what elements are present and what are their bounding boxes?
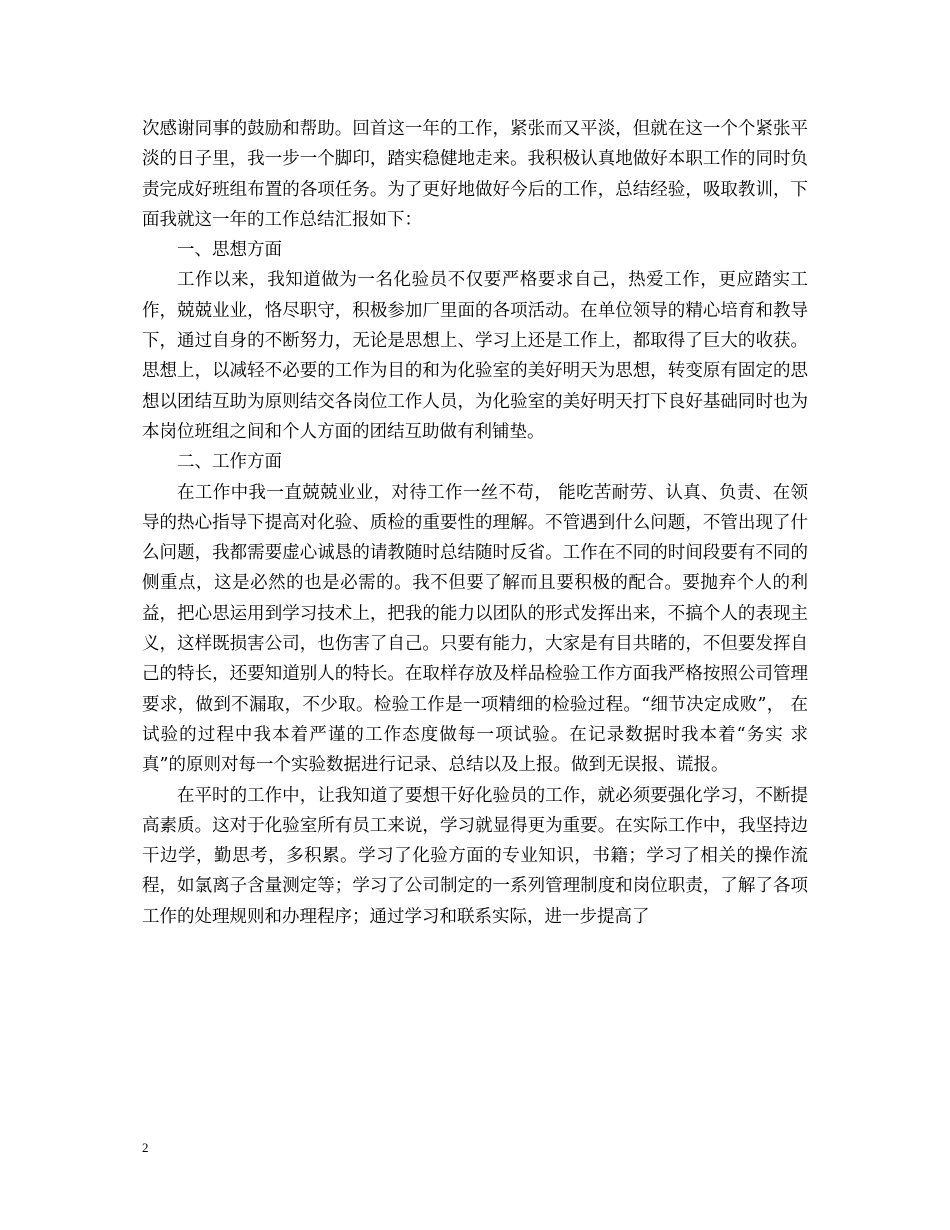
document-body xyxy=(142,114,808,932)
heading-work: 二、工作方面 xyxy=(177,452,282,473)
paragraph-work: 在工作中我一直兢兢业业，对待工作一丝不苟， 能吃苦耐劳、认真、负责、在领导的热心指导下提高对化验、质检的重要性的理解。不管遇到什么问题，不管出现了什么问题，我都需要虚心诚恳的请教随时总结随时反省。工作在不同的时间段要有不同的侧重点，这是必然的也是必需的。我不但要了解而且要积极的配合。要抛弃个人的利益，把心思运用到学习技术上，把我的能力以团队的形式发挥出来，不搞个人的表现主义，这样既损害公司，也伤害了自己。只要有能力，大家是有目共睹的，不但要发挥自己的特长，还要知道别人的特长。在取样存放及样品检验工作方面我严格按照公司管理要求，做到不漏取，不少取。检验工作是一项精细的检验过程。“细节决定成败”， 在试验的过程中我本着严谨的工作态度做每一项试验。在记录数据时我本着“务实 求真”的原则对每一个实验数据进行记录、总结以及上报。做到无误报、谎报。 xyxy=(142,482,808,776)
page-number: 2 xyxy=(142,1140,149,1155)
paragraph-thought: 工作以来，我知道做为一名化验员不仅要严格要求自己，热爱工作，更应踏实工作，兢兢业业，恪尽职守，积极参加厂里面的各项活动。在单位领导的精心培育和教导下，通过自身的不断努力，无论是思想上、学习上还是工作上，都取得了巨大的收获。思想上，以减轻不必要的工作为目的和为化验室的美好明天为思想，转变原有固定的思想以团结互助为原则结交各岗位工作人员，为化验室的美好明天打下良好基础同时也为本岗位班组之间和个人方面的团结互助做有利铺垫。 xyxy=(142,270,808,442)
paragraph-study: 在平时的工作中，让我知道了要想干好化验员的工作，就必须要强化学习，不断提高素质。这对于化验室所有员工来说，学习就显得更为重要。在实际工作中，我坚持边干边学，勤思考，多积累。学习了化验方面的专业知识，书籍；学习了相关的操作流程，如氯离子含量测定等；学习了公司制定的一系列管理制度和岗位职责，了解了各项工作的处理规则和办理程序；通过学习和联系实际，进一步提高了 xyxy=(142,785,808,927)
heading-thought: 一、思想方面 xyxy=(177,240,282,261)
paragraph-intro: 次感谢同事的鼓励和帮助。回首这一年的工作，紧张而又平淡，但就在这一个个紧张平淡的日子里，我一步一个脚印，踏实稳健地走来。我积极认真地做好本职工作的同时负责完成好班组布置的各项任务。为了更好地做好今后的工作，总结经验，吸取教训，下面我就这一年的工作总结汇报如下： xyxy=(142,119,808,230)
